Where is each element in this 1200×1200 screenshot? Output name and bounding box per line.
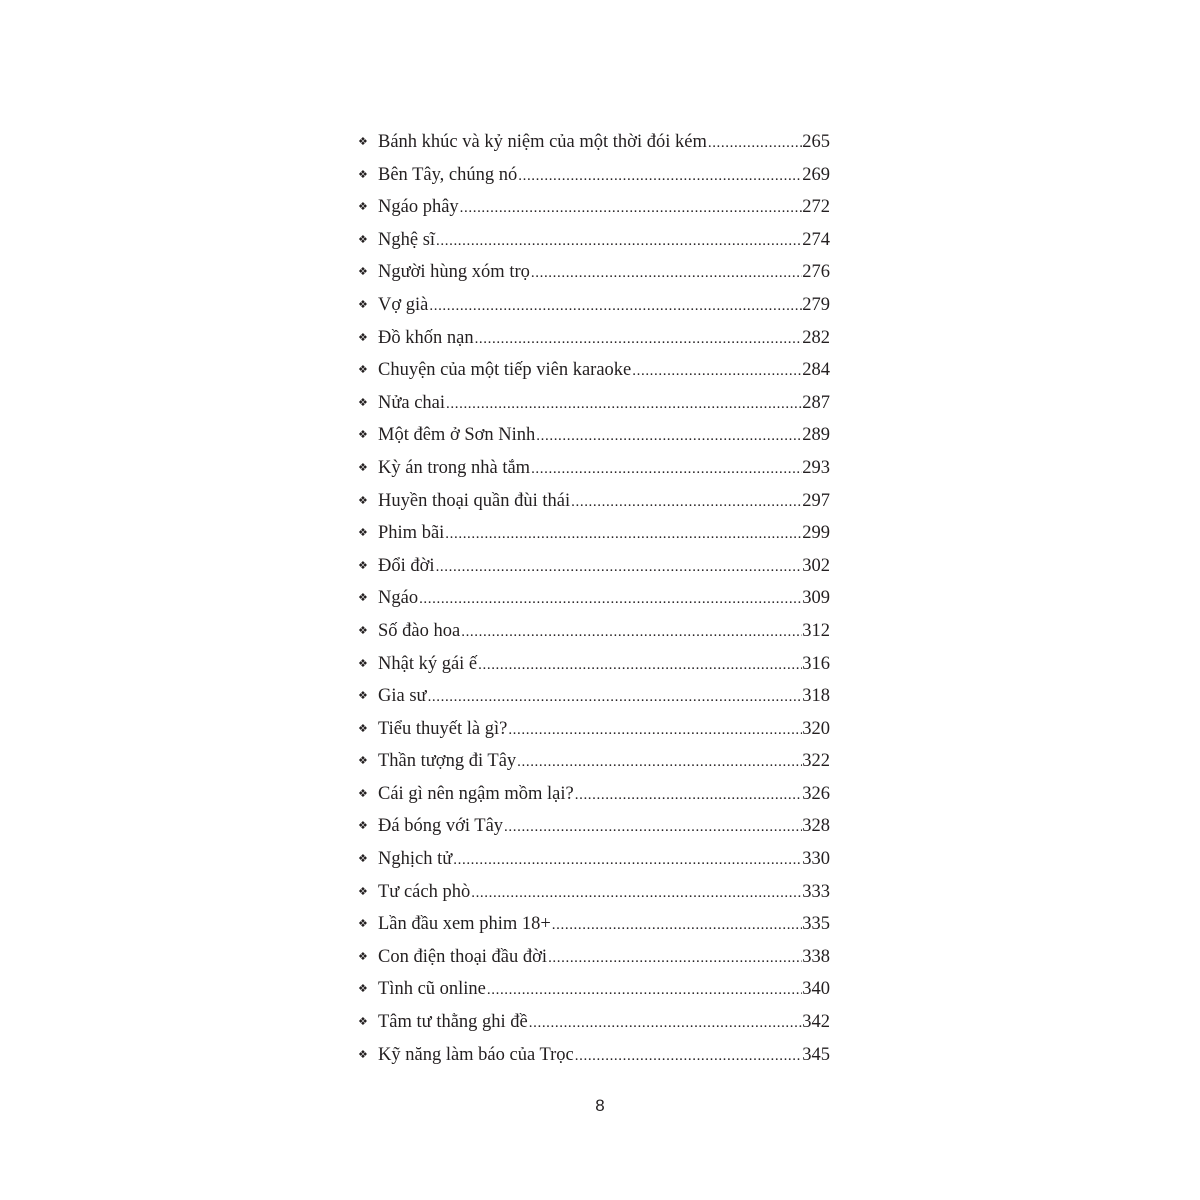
toc-entry bbox=[358, 517, 830, 550]
diamond-bullet-icon: ❖ bbox=[358, 428, 368, 442]
toc-entry bbox=[358, 224, 830, 257]
toc-entry-page: 345 bbox=[802, 1044, 830, 1065]
diamond-bullet-icon: ❖ bbox=[358, 754, 368, 768]
toc-entry-title: Kỳ án trong nhà tắm bbox=[378, 457, 531, 478]
toc-entry bbox=[358, 713, 830, 746]
dot-leader bbox=[470, 877, 802, 910]
page-number: 8 bbox=[595, 1096, 605, 1115]
dot-leader bbox=[507, 714, 802, 747]
toc-entry-title: Đồ khốn nạn bbox=[378, 327, 474, 348]
dot-leader bbox=[570, 486, 802, 519]
toc-entry bbox=[358, 778, 830, 811]
toc-entry-page: 289 bbox=[802, 425, 830, 446]
toc-entry-page: 302 bbox=[802, 555, 830, 576]
dot-leader bbox=[486, 974, 802, 1007]
toc-entry-title: Con điện thoại đầu đời bbox=[378, 946, 548, 967]
toc-entry-title: Bên Tây, chúng nó bbox=[378, 164, 518, 185]
toc-entry-title: Huyền thoại quần đùi thái bbox=[378, 490, 571, 511]
toc-entry bbox=[358, 810, 830, 843]
toc-entry bbox=[358, 648, 830, 681]
dot-leader bbox=[528, 1007, 802, 1040]
toc-entry-title: Số đào hoa bbox=[378, 620, 461, 641]
toc-entry-title: Ngáo phây bbox=[378, 197, 459, 218]
diamond-bullet-icon: ❖ bbox=[358, 265, 368, 279]
toc-entry-page: 287 bbox=[802, 392, 830, 413]
dot-leader bbox=[574, 1040, 802, 1073]
toc-entry-page: 322 bbox=[802, 751, 830, 772]
toc-entry-page: 326 bbox=[802, 783, 830, 804]
dot-leader bbox=[418, 583, 802, 616]
diamond-bullet-icon: ❖ bbox=[358, 852, 368, 866]
toc-entry bbox=[358, 191, 830, 224]
dot-leader bbox=[530, 453, 802, 486]
table-of-contents bbox=[358, 126, 830, 1071]
toc-entry-page: 342 bbox=[802, 1012, 830, 1033]
dot-leader bbox=[631, 355, 802, 388]
toc-entry bbox=[358, 908, 830, 941]
toc-entry-page: 316 bbox=[802, 653, 830, 674]
toc-entry-title: Nửa chai bbox=[378, 392, 446, 413]
diamond-bullet-icon: ❖ bbox=[358, 1047, 368, 1061]
toc-entry bbox=[358, 322, 830, 355]
dot-leader bbox=[435, 225, 802, 258]
diamond-bullet-icon: ❖ bbox=[358, 786, 368, 800]
toc-entry-title: Tư cách phò bbox=[378, 881, 471, 902]
toc-entry-title: Ngáo bbox=[378, 588, 419, 609]
toc-entry-page: 297 bbox=[802, 490, 830, 511]
toc-entry bbox=[358, 354, 830, 387]
dot-leader bbox=[428, 290, 802, 323]
toc-entry bbox=[358, 1039, 830, 1072]
toc-entry-title: Nghệ sĩ bbox=[378, 229, 436, 250]
toc-entry-page: 276 bbox=[802, 262, 830, 283]
toc-entry-title: Tình cũ online bbox=[378, 979, 486, 1000]
toc-entry-page: 340 bbox=[802, 979, 830, 1000]
toc-entry-page: 318 bbox=[802, 686, 830, 707]
dot-leader bbox=[574, 779, 803, 812]
diamond-bullet-icon: ❖ bbox=[358, 721, 368, 735]
dot-leader bbox=[530, 257, 802, 290]
toc-entry bbox=[358, 1006, 830, 1039]
diamond-bullet-icon: ❖ bbox=[358, 200, 368, 214]
diamond-bullet-icon: ❖ bbox=[358, 135, 368, 148]
toc-entry-title: Đổi đời bbox=[378, 555, 435, 576]
toc-entry-title: Tiểu thuyết là gì? bbox=[378, 718, 508, 739]
diamond-bullet-icon: ❖ bbox=[358, 558, 368, 572]
toc-entry bbox=[358, 550, 830, 583]
toc-entry-title: Thần tượng đi Tây bbox=[378, 751, 517, 772]
toc-entry-title: Lần đầu xem phim 18+ bbox=[378, 914, 551, 935]
dot-leader bbox=[477, 649, 802, 682]
toc-entry bbox=[358, 387, 830, 420]
toc-entry bbox=[358, 745, 830, 778]
dot-leader bbox=[459, 192, 803, 225]
dot-leader bbox=[551, 909, 802, 942]
toc-entry bbox=[358, 843, 830, 876]
diamond-bullet-icon: ❖ bbox=[358, 167, 368, 181]
dot-leader bbox=[517, 160, 802, 193]
toc-entry-page: 338 bbox=[802, 946, 830, 967]
toc-entry bbox=[358, 615, 830, 648]
toc-entry bbox=[358, 256, 830, 289]
toc-entry-page: 272 bbox=[802, 197, 830, 218]
toc-entry bbox=[358, 680, 830, 713]
toc-entry-title: Tâm tư thằng ghi đề bbox=[378, 1012, 528, 1033]
diamond-bullet-icon: ❖ bbox=[358, 493, 368, 507]
toc-entry-title: Kỹ năng làm báo của Trọc bbox=[378, 1044, 574, 1065]
diamond-bullet-icon: ❖ bbox=[358, 1015, 368, 1029]
toc-entry bbox=[358, 485, 830, 518]
toc-entry bbox=[358, 126, 830, 159]
toc-entry-title: Nhật ký gái ế bbox=[378, 653, 478, 674]
dot-leader bbox=[535, 420, 802, 453]
diamond-bullet-icon: ❖ bbox=[358, 982, 368, 996]
diamond-bullet-icon: ❖ bbox=[358, 591, 368, 605]
toc-entry-title: Gia sư bbox=[378, 686, 427, 707]
toc-entry-title: Vợ già bbox=[378, 294, 429, 315]
diamond-bullet-icon: ❖ bbox=[358, 526, 368, 540]
dot-leader bbox=[427, 681, 803, 714]
toc-entry-title: Chuyện của một tiếp viên karaoke bbox=[378, 360, 632, 381]
dot-leader bbox=[444, 518, 802, 551]
toc-entry bbox=[358, 582, 830, 615]
toc-entry-page: 333 bbox=[802, 881, 830, 902]
toc-entry-title: Bánh khúc và kỷ niệm của một thời đói kém bbox=[378, 132, 707, 152]
dot-leader bbox=[474, 323, 803, 356]
toc-entry-page: 309 bbox=[802, 588, 830, 609]
toc-entry bbox=[358, 876, 830, 909]
diamond-bullet-icon: ❖ bbox=[358, 819, 368, 833]
toc-entry-title: Người hùng xóm trọ bbox=[378, 262, 530, 283]
toc-entry bbox=[358, 973, 830, 1006]
toc-entry bbox=[358, 419, 830, 452]
toc-entry-page: 265 bbox=[802, 132, 830, 152]
toc-entry-page: 330 bbox=[802, 849, 830, 870]
toc-entry-title: Nghịch tử bbox=[378, 849, 453, 870]
toc-entry-page: 282 bbox=[802, 327, 830, 348]
toc-entry-page: 320 bbox=[802, 718, 830, 739]
toc-entry-title: Phim bãi bbox=[378, 523, 445, 544]
dot-leader bbox=[445, 388, 802, 421]
toc-entry-page: 299 bbox=[802, 523, 830, 544]
dot-leader bbox=[503, 811, 802, 844]
dot-leader bbox=[452, 844, 802, 877]
diamond-bullet-icon: ❖ bbox=[358, 232, 368, 246]
dot-leader bbox=[435, 551, 803, 584]
diamond-bullet-icon: ❖ bbox=[358, 884, 368, 898]
toc-entry-page: 269 bbox=[802, 164, 830, 185]
dot-leader bbox=[516, 746, 802, 779]
toc-entry bbox=[358, 452, 830, 485]
toc-entry-page: 279 bbox=[802, 294, 830, 315]
diamond-bullet-icon: ❖ bbox=[358, 363, 368, 377]
dot-leader bbox=[707, 127, 802, 160]
diamond-bullet-icon: ❖ bbox=[358, 297, 368, 311]
toc-entry-page: 312 bbox=[802, 620, 830, 641]
dot-leader bbox=[460, 616, 802, 649]
dot-leader bbox=[547, 942, 802, 975]
diamond-bullet-icon: ❖ bbox=[358, 460, 368, 474]
toc-entry bbox=[358, 941, 830, 974]
diamond-bullet-icon: ❖ bbox=[358, 623, 368, 637]
diamond-bullet-icon: ❖ bbox=[358, 917, 368, 931]
toc-entry-title: Cái gì nên ngậm mồm lại? bbox=[378, 783, 574, 804]
diamond-bullet-icon: ❖ bbox=[358, 330, 368, 344]
diamond-bullet-icon: ❖ bbox=[358, 689, 368, 703]
diamond-bullet-icon: ❖ bbox=[358, 395, 368, 409]
toc-entry-title: Đá bóng với Tây bbox=[378, 816, 504, 837]
diamond-bullet-icon: ❖ bbox=[358, 949, 368, 963]
toc-entry bbox=[358, 289, 830, 322]
toc-entry bbox=[358, 159, 830, 192]
toc-entry-page: 284 bbox=[802, 360, 830, 381]
toc-entry-page: 328 bbox=[802, 816, 830, 837]
toc-entry-page: 335 bbox=[802, 914, 830, 935]
toc-entry-page: 274 bbox=[802, 229, 830, 250]
toc-entry-title: Một đêm ở Sơn Ninh bbox=[378, 425, 536, 446]
toc-entry-page: 293 bbox=[802, 457, 830, 478]
diamond-bullet-icon: ❖ bbox=[358, 656, 368, 670]
